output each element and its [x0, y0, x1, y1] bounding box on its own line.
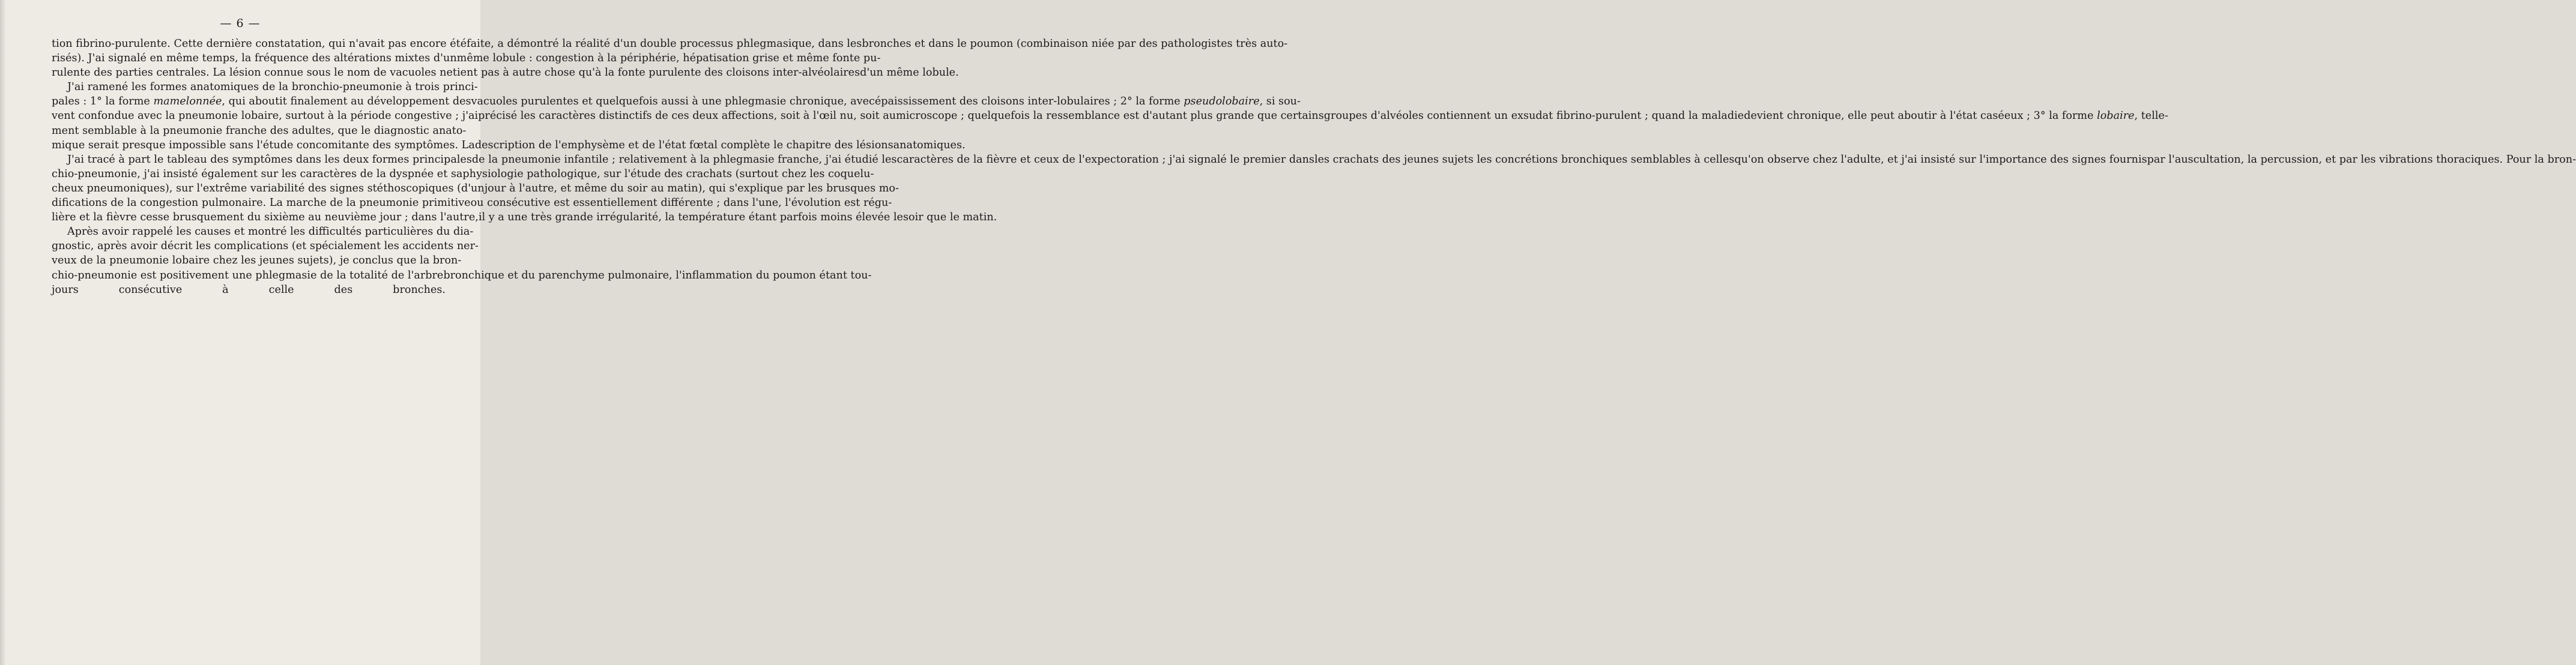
text-line: mique serait presque impossible sans l'étude concomitante des symptômes. La: [52, 139, 475, 151]
text-line: lière et la fièvre cesse brusquement du sixième au neuvième jour ; dans l'autre,: [52, 211, 479, 224]
text-line: par l'auscultation, la percussion, et par les vibrations thoraciques. Pour la bron-: [2147, 153, 2576, 166]
text-line: chio-pneumonie, j'ai insisté également sur les caractères de la dyspnée et sa: [52, 167, 463, 180]
text-line: description de l'emphysème et de l'état fœtal complète le chapitre des lésions: [474, 139, 893, 151]
paragraph: [52, 37, 1288, 80]
text-line: de la pneumonie infantile ; relativement à la phlegmasie franche, j'ai étudié les: [471, 153, 897, 166]
text-line: soir que le matin.: [903, 211, 997, 224]
page-number: — 6 —: [220, 17, 261, 30]
text-line: vent confondue avec la pneumonie lobaire, surtout à la période congestive ; j'ai: [52, 110, 479, 122]
text-line: même lobule : congestion à la périphérie, hépatisation grise et même fonte pu-: [456, 52, 881, 65]
paragraph: [52, 80, 2168, 152]
text-line: veux de la pneumonie lobaire chez les jeunes sujets), je conclus que la bron-: [52, 254, 462, 267]
text-line: qu'on observe chez l'adulte, et j'ai insisté sur l'importance des signes fournis: [1734, 153, 2147, 166]
text-line: vacuoles purulentes et quelquefois aussi à une phlegmasie chronique, avec: [471, 95, 875, 108]
paragraph: [52, 224, 872, 296]
text-line: Après avoir rappelé les causes et montré les difficultés particulières du dia-: [67, 226, 474, 238]
text-line: épaississement des cloisons inter-lobulaires ; 2° la forme pseudolobaire, si sou-: [874, 95, 1301, 108]
text-line: J'ai tracé à part le tableau des symptômes dans les deux formes principales: [67, 153, 472, 166]
text-line: bronches et dans le poumon (combinaison niée par des pathologistes très auto-: [862, 38, 1288, 50]
text-line: rulente des parties centrales. La lésion connue sous le nom de vacuoles ne: [52, 67, 453, 79]
text-line: chio-pneumonie est positivement une phlegmasie de la totalité de l'arbre: [52, 269, 444, 281]
text-line: il y a une très grande irrégularité, la température étant parfois moins élevée le: [478, 211, 903, 224]
text-line: faite, a démontré la réalité d'un double processus phlegmasique, dans les: [467, 38, 862, 50]
text-line: difications de la congestion pulmonaire. La marche de la pneumonie primitive: [52, 197, 471, 209]
text-line: ou consécutive est essentiellement différente ; dans l'une, l'évolution est régu-: [470, 197, 892, 209]
text-line: groupes d'alvéoles contiennent un exsudat fibrino-purulent ; quand la maladie: [1323, 110, 1744, 122]
text-line: bronchique et du parenchyme pulmonaire, l'inflammation du poumon étant tou-: [443, 269, 872, 281]
text-line: gnostic, après avoir décrit les complications (et spécialement les accidents ner-: [52, 240, 479, 253]
text-line: tion fibrino-purulente. Cette dernière constatation, qui n'avait pas encore été: [52, 38, 467, 50]
text-line: anatomiques.: [893, 139, 966, 151]
text-line: devient chronique, elle peut aboutir à l'état caséeux ; 3° la forme lobaire, telle-: [1744, 110, 2168, 122]
text-line: jour à l'autre, et même du soir au matin), qui s'explique par les brusques mo-: [484, 182, 899, 194]
text-line: les crachats des jeunes sujets les concrétions bronchiques semblables à celles: [1314, 153, 1735, 166]
text-line: jours consécutive à celle des bronches.: [52, 283, 446, 296]
text-line: ment semblable à la pneumonie franche des adultes, que le diagnostic anato-: [52, 124, 467, 137]
text-line: physiologie pathologique, sur l'étude des crachats (surtout chez les coquelu-: [462, 167, 874, 180]
text-line: microscope ; quelquefois la ressemblance est d'autant plus grande que certains: [896, 110, 1324, 122]
text-line: précisé les caractères distinctifs de ces deux affections, soit à l'œil nu, soit au: [478, 110, 896, 122]
text-line: pales : 1° la forme mamelonnée, qui aboutit finalement au développement des: [52, 95, 471, 108]
text-line: cheux pneumoniques), sur l'extrême variabilité des signes stéthoscopiques (d'un: [52, 182, 485, 194]
text-line: d'un même lobule.: [860, 67, 959, 79]
text-line: J'ai ramené les formes anatomiques de la bronchio-pneumonie à trois princi-: [67, 81, 478, 94]
body-text: [52, 37, 2576, 297]
text-line: risés). J'ai signalé en même temps, la fréquence des altérations mixtes d'un: [52, 52, 457, 65]
text-line: caractères de la fièvre et ceux de l'expectoration ; j'ai signalé le premier dans: [896, 153, 1314, 166]
text-line: tient pas à autre chose qu'à la fonte purulente des cloisons inter-alvéolaires: [452, 67, 860, 79]
paragraph: [52, 152, 2576, 224]
